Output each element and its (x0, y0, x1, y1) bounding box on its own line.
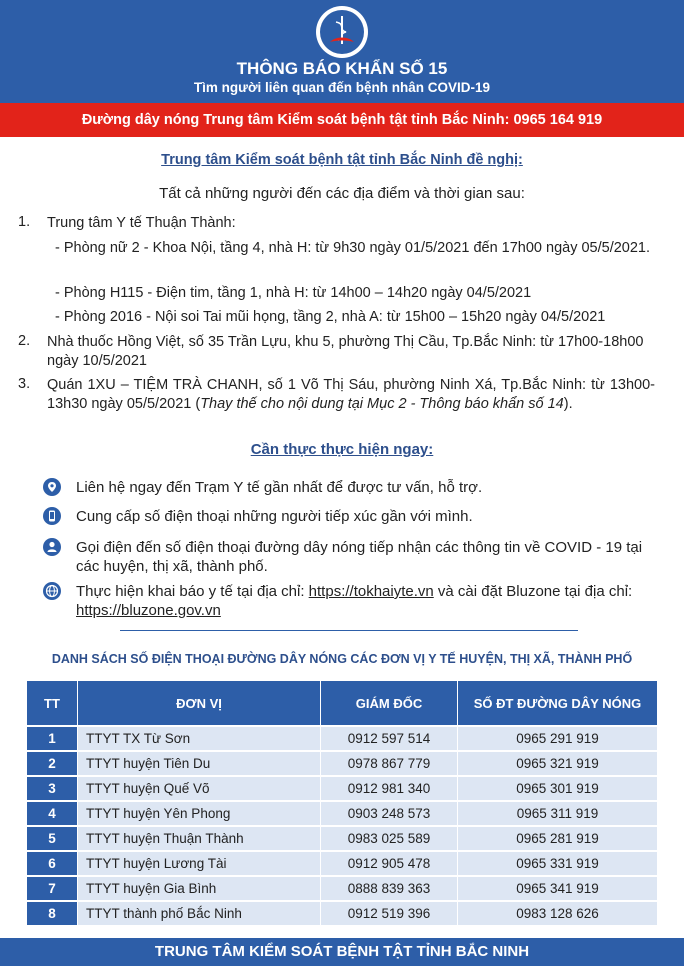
phone-list-title: DANH SÁCH SỐ ĐIỆN THOẠI ĐƯỜNG DÂY NÓNG CÁC ĐƠN VỊ Y TẾ HUYỆN, THỊ XÃ, THÀNH PHỐ (51, 652, 633, 666)
table-row (27, 901, 657, 925)
table-row (27, 826, 657, 851)
request-intro: Tất cả những người đến các địa điểm và thời gian sau: (159, 185, 525, 202)
col-hotline: SỐ ĐT ĐƯỜNG DÂY NÓNG (458, 681, 658, 726)
row-unit: TTYT TX Từ Sơn (78, 726, 321, 751)
declare-prefix: Thực hiện khai báo y tế tại địa chỉ: (76, 583, 309, 600)
action-item: Cung cấp số điện thoại những người tiếp xúc gần với mình. (76, 508, 473, 525)
location-name: Trung tâm Y tế Thuận Thành: (47, 215, 236, 231)
actions-heading: Cần thực thực hiện ngay: (250, 441, 434, 458)
row-tt: 3 (27, 776, 78, 801)
tokhaiyte-link[interactable]: https://tokhaiyte.vn (308, 583, 434, 600)
hotline-banner: Đường dây nóng Trung tâm Kiểm soát bệnh tật tỉnh Bắc Ninh: 0965 164 919 (0, 103, 684, 137)
location-name: Nhà thuốc Hồng Việt, số 35 Trần Lựu, khu 5, phường Thị Cầu, Tp.Bắc Ninh: từ 17h00-18h00 ngày 10/5/2021 (47, 334, 644, 369)
row-tt: 8 (27, 901, 78, 925)
action-item: Liên hệ ngay đến Trạm Y tế gần nhất để được tư vấn, hỗ trợ. (76, 479, 483, 496)
location-number: 1. (18, 214, 31, 230)
bluzone-link[interactable]: https://bluzone.gov.vn (76, 602, 221, 619)
col-tt: TT (27, 681, 78, 726)
row-hotline: 0965 311 919 (458, 801, 658, 826)
row-hotline: 0965 291 919 (458, 726, 658, 751)
row-unit: TTYT huyện Yên Phong (78, 801, 321, 826)
row-hotline: 0965 341 919 (458, 876, 658, 901)
row-unit: TTYT thành phố Bắc Ninh (78, 901, 321, 925)
phone-table (27, 681, 657, 925)
row-hotline: 0965 281 919 (458, 826, 658, 851)
declare-item (76, 582, 656, 620)
action-item: Gọi điện đến số điện thoại đường dây nóng tiếp nhận các thông tin về COVID - 19 tại các huyện, thị xã, thành phố. (76, 539, 643, 575)
col-director: GIÁM ĐỐC (321, 681, 458, 726)
declare-middle: và cài đặt Bluzone tại địa chỉ: (433, 583, 633, 600)
cdc-logo-icon (314, 4, 370, 60)
row-director: 0888 839 363 (321, 876, 458, 901)
row-director: 0912 519 396 (321, 901, 458, 925)
location-note: Thay thế cho nội dung tại Mục 2 - Thông báo khẩn số 14 (200, 396, 564, 412)
table-row (27, 776, 657, 801)
location-note-end: ). (563, 396, 573, 412)
row-unit: TTYT huyện Quế Võ (78, 776, 321, 801)
row-tt: 4 (27, 801, 78, 826)
location-detail: - Phòng 2016 - Nội soi Tai mũi họng, tầng 2, nhà A: từ 15h00 – 15h20 ngày 04/5/2021 (55, 309, 606, 325)
row-hotline: 0965 321 919 (458, 751, 658, 776)
table-row (27, 726, 657, 751)
row-hotline: 0983 128 626 (458, 901, 658, 925)
divider (120, 630, 578, 631)
row-director: 0983 025 589 (321, 826, 458, 851)
row-director: 0978 867 779 (321, 751, 458, 776)
phone-icon (43, 507, 61, 525)
row-director: 0912 905 478 (321, 851, 458, 876)
row-hotline: 0965 301 919 (458, 776, 658, 801)
row-hotline: 0965 331 919 (458, 851, 658, 876)
table-header-row (27, 681, 657, 726)
table-row (27, 851, 657, 876)
table-row (27, 876, 657, 901)
row-unit: TTYT huyện Tiên Du (78, 751, 321, 776)
location-pin-icon (43, 478, 61, 496)
page-subtitle: Tìm người liên quan đến bệnh nhân COVID-19 (193, 80, 491, 95)
globe-icon (43, 582, 61, 600)
footer-banner: TRUNG TÂM KIỂM SOÁT BỆNH TẬT TỈNH BẮC NINH (0, 938, 684, 966)
location-number: 2. (18, 333, 31, 349)
row-director: 0912 597 514 (321, 726, 458, 751)
location-detail: - Phòng nữ 2 - Khoa Nội, tầng 4, nhà H: từ 9h30 ngày 01/5/2021 đến 17h00 ngày 05/5/2021. (55, 240, 651, 256)
row-unit: TTYT huyện Thuận Thành (78, 826, 321, 851)
row-unit: TTYT huyện Lương Tài (78, 851, 321, 876)
row-tt: 2 (27, 751, 78, 776)
page-title: THÔNG BÁO KHẨN SỐ 15 (236, 59, 448, 78)
location-detail: - Phòng H115 - Điện tim, tầng 1, nhà H: từ 14h00 – 14h20 ngày 04/5/2021 (55, 285, 532, 301)
col-unit: ĐƠN VỊ (78, 681, 321, 726)
person-icon (43, 538, 61, 556)
row-tt: 6 (27, 851, 78, 876)
request-heading: Trung tâm Kiểm soát bệnh tật tỉnh Bắc Ninh đề nghị: (161, 152, 523, 168)
row-tt: 7 (27, 876, 78, 901)
row-director: 0912 981 340 (321, 776, 458, 801)
location-name: Quán 1XU – TIỆM TRÀ CHANH, số 1 Võ Thị Sáu, phường Ninh Xá, Tp.Bắc Ninh: từ 13h00-13h30 ngày 05/5/2021 ( (47, 377, 655, 412)
row-tt: 5 (27, 826, 78, 851)
row-director: 0903 248 573 (321, 801, 458, 826)
row-unit: TTYT huyện Gia Bình (78, 876, 321, 901)
table-row (27, 801, 657, 826)
row-tt: 1 (27, 726, 78, 751)
table-row (27, 751, 657, 776)
location-number: 3. (18, 376, 31, 392)
location-item-3 (47, 376, 655, 414)
